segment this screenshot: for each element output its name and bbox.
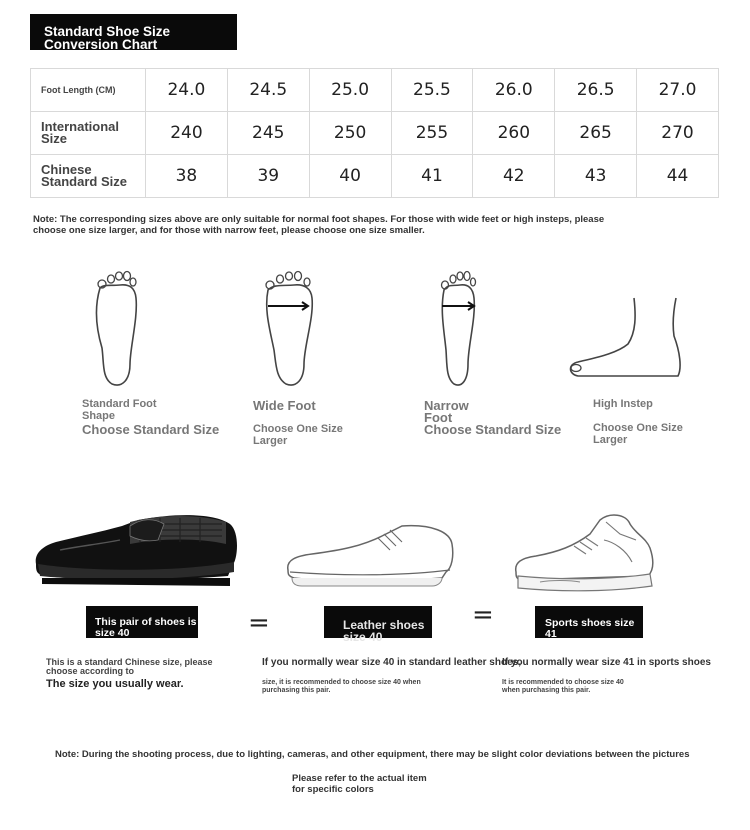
table-row xyxy=(31,155,719,198)
table-cell: 26.0 xyxy=(473,69,555,112)
table-cell: 24.5 xyxy=(227,69,309,112)
equals-sign: = xyxy=(248,608,270,638)
table-cell: 25.5 xyxy=(391,69,473,112)
row-header-international: International Size xyxy=(31,112,146,155)
table-cell: 255 xyxy=(391,112,473,155)
page-title: Standard Shoe Size Conversion Chart xyxy=(44,24,171,52)
table-cell: 43 xyxy=(555,155,637,198)
foot-caption-high-instep: High Instep xyxy=(593,398,653,410)
equals-sign: = xyxy=(472,600,494,630)
wide-foot-icon xyxy=(262,268,318,388)
explain-col1-a: This is a standard Chinese size, please choose according to xyxy=(46,657,213,676)
standard-foot-icon xyxy=(90,268,146,388)
foot-caption-standard: Standard Foot Shape xyxy=(82,398,157,422)
table-cell: 44 xyxy=(637,155,719,198)
table-cell: 240 xyxy=(146,112,228,155)
fit-note: Note: The corresponding sizes above are only suitable for normal foot shapes. For those with wide feet or high insteps, please choose one size larger, and for those with narrow feet, please choose one size smaller. xyxy=(33,214,605,236)
label-product-size: This pair of shoes is size 40 xyxy=(95,616,197,639)
table-cell: 25.0 xyxy=(309,69,391,112)
label-box-sports xyxy=(535,606,643,638)
table-cell: 265 xyxy=(555,112,637,155)
explain-col3-b: It is recommended to choose size 40 when purchasing this pair. xyxy=(502,679,624,694)
size-conversion-table xyxy=(30,68,719,198)
high-instep-icon xyxy=(566,296,686,382)
label-box-leather xyxy=(324,606,432,644)
table-cell: 38 xyxy=(146,155,228,198)
table-cell: 245 xyxy=(227,112,309,155)
row-header-foot-length: Foot Length (CM) xyxy=(31,69,146,112)
foot-advice-narrow: Choose Standard Size xyxy=(424,422,562,437)
label-box-product xyxy=(86,606,198,638)
foot-caption-wide: Wide Foot xyxy=(253,398,316,413)
explain-col2-b: size, it is recommended to choose size 40 when purchasing this pair. xyxy=(262,679,421,694)
table-cell: 42 xyxy=(473,155,555,198)
table-cell: 260 xyxy=(473,112,555,155)
table-row xyxy=(31,112,719,155)
foot-advice-wide: Choose One Size Larger xyxy=(253,423,343,447)
table-cell: 40 xyxy=(309,155,391,198)
leather-shoe-icon xyxy=(282,520,458,593)
explain-col3-a: If you normally wear size 41 in sports shoes xyxy=(502,657,711,668)
explain-col2-a: If you normally wear size 40 in standard leather shoes, xyxy=(262,657,521,668)
label-sports-size: Sports shoes size 41 xyxy=(545,617,635,640)
table-cell: 26.5 xyxy=(555,69,637,112)
table-cell: 270 xyxy=(637,112,719,155)
table-row xyxy=(31,69,719,112)
foot-advice-high-instep: Choose One Size Larger xyxy=(593,422,683,446)
foot-advice-standard: Choose Standard Size xyxy=(82,422,220,437)
table-cell: 39 xyxy=(227,155,309,198)
narrow-foot-icon xyxy=(432,268,488,388)
sports-shoe-icon xyxy=(510,510,660,599)
foot-caption-narrow: Narrow Foot xyxy=(424,398,469,425)
label-leather-size: Leather shoes size 40 xyxy=(343,618,425,644)
table-cell: 27.0 xyxy=(637,69,719,112)
table-cell: 41 xyxy=(391,155,473,198)
color-deviation-note: Note: During the shooting process, due to lighting, cameras, and other equipment, there may be slight color deviations between the pictures xyxy=(55,749,690,760)
refer-actual-note: Please refer to the actual item for specific colors xyxy=(292,773,427,795)
row-header-chinese: Chinese Standard Size xyxy=(31,155,146,198)
table-cell: 250 xyxy=(309,112,391,155)
table-cell: 24.0 xyxy=(146,69,228,112)
explain-col1-b: The size you usually wear. xyxy=(46,678,184,690)
product-loafer-image xyxy=(30,500,240,597)
